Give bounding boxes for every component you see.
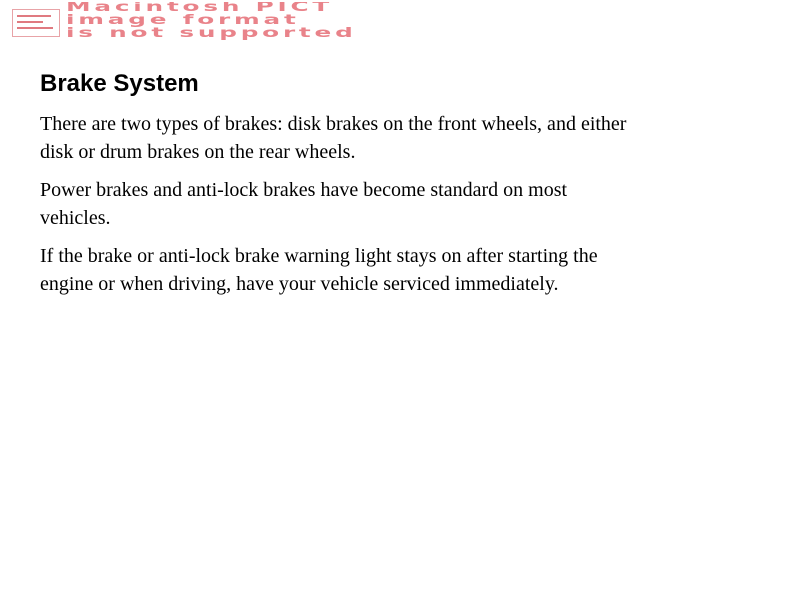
placeholder-thumbnail-icon: [12, 9, 60, 37]
thumb-line: [17, 27, 53, 29]
paragraph-brake-types: There are two types of brakes: disk brakes on the front wheels, and either disk or drum brakes on the rear wheels.: [40, 113, 627, 163]
placeholder-line-3: is not supported: [66, 26, 357, 41]
unsupported-image-placeholder: [4, 2, 780, 42]
thumb-line: [17, 15, 51, 17]
paragraph-warning-light: If the brake or anti-lock brake warning light stays on after starting the engine or when driving, have your vehicle serviced immediately.: [40, 245, 598, 295]
placeholder-message: [66, 2, 780, 42]
placeholder-line-1: Macintosh PICT: [66, 2, 334, 15]
thumb-line: [17, 21, 43, 23]
placeholder-line-2: image format: [66, 13, 300, 28]
slide-content: [40, 68, 640, 308]
slide-title: Brake System: [40, 70, 199, 97]
paragraph-power-brakes: Power brakes and anti-lock brakes have become standard on most vehicles.: [40, 179, 568, 229]
